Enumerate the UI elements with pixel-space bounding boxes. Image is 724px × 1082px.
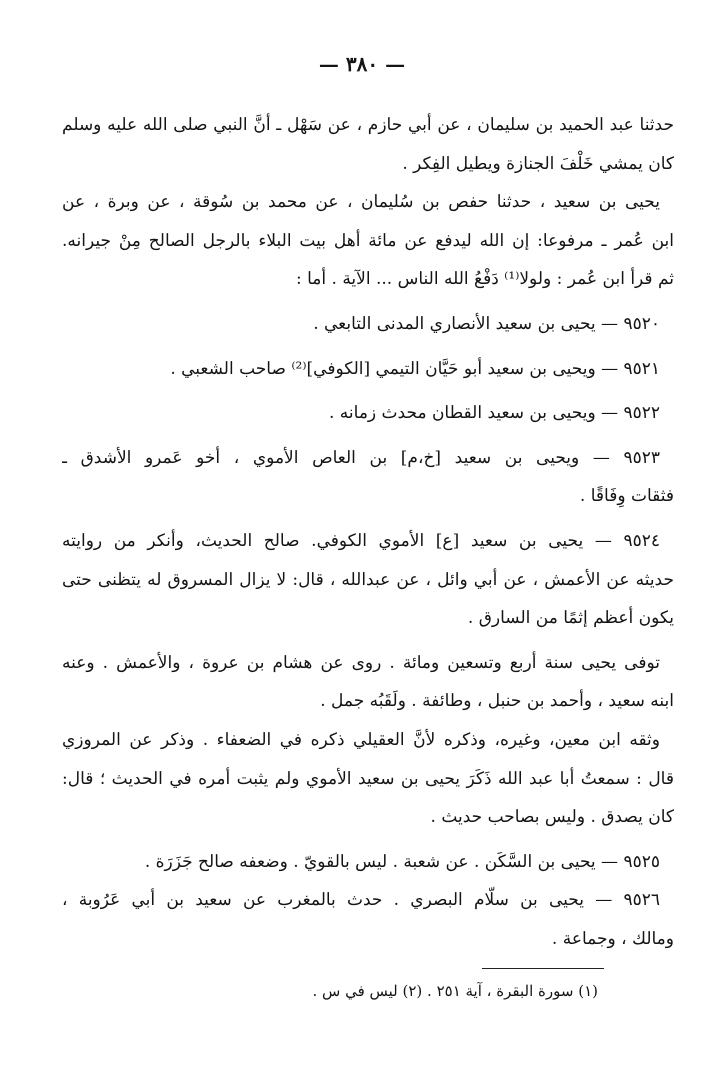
- text-line: حديثه عن الأعمش ، عن أبي وائل ، عن عبدالله ، قال: لا يزال المسروق له يتظنى حتى: [62, 569, 674, 590]
- entry-line: ٩٥٢٢ — ويحيى بن سعيد القطان محدث زمانه .: [328, 403, 660, 424]
- text-line: وثقه ابن معين، وغيره، وذكره لأنَّ العقيلي ذكره في الضعفاء . وذكر عن المروزي: [62, 729, 660, 750]
- body-text: [62, 106, 674, 958]
- text-line: قال : سمعتُ أبا عبد الله ذَكَرَ يحيى بن سعيد الأموي ولم يثبت أمره في الحديث ؛ قال:: [62, 768, 674, 789]
- entry-line: ٩٥٢١ — ويحيى بن سعيد أبو حَيَّان التيمي [الكوفي]⁽²⁾ صاحب الشعبي .: [170, 358, 660, 379]
- text-line: كان يصدق . وليس بصاحب حديث .: [430, 807, 674, 828]
- entry-line: ٩٥٢٥ — يحيى بن السَّكَن . عن شعبة . ليس بالقويّ . وضعفه صالح جَزَرَة .: [144, 851, 660, 872]
- text-line: كان يمشي خَلْفَ الجنازة ويطيل الفِكر .: [402, 153, 674, 174]
- text-line: ابنه سعيد ، وأحمد بن حنبل ، وطائفة . ولَقَبُه جمل .: [320, 691, 674, 712]
- text-line: ثم قرأ ابن عُمر : ولولا⁽¹⁾ دَفْعُ الله الناس ... الآية . أما :: [295, 269, 674, 290]
- footnote: (١) سورة البقرة ، آية ٢٥١ . (٢) ليس في س .: [312, 982, 598, 1000]
- entry-line: ٩٥٢٣ — ويحيى بن سعيد [خ،م] بن العاص الأموي ، أخو عَمرو الأشدق ـ: [62, 447, 660, 468]
- text-line: فثقات وِفَاقًا .: [579, 486, 674, 507]
- footnote-divider: [482, 968, 604, 969]
- entry-line: ٩٥٢٤ — يحيى بن سعيد [ع] الأموي الكوفي. صالح الحديث، وأنكر من روايته: [62, 530, 660, 551]
- text-line: يكون أعظم إثمًا من السارق .: [467, 608, 674, 629]
- text-line: حدثنا عبد الحميد بن سليمان ، عن أبي حازم ، عن سَهْل ـ أنَّ النبي صلى الله عليه وسلم: [62, 115, 674, 135]
- page-number: — ٣٨٠ —: [318, 52, 406, 76]
- text-line: توفى يحيى سنة أربع وتسعين ومائة . روى عن هشام بن عروة ، والأعمش . وعنه: [62, 652, 660, 673]
- text-line: ومالك ، وجماعة .: [551, 928, 674, 949]
- text-line: يحيى بن سعيد ، حدثنا حفص بن سُليمان ، عن محمد بن سُوقة ، عن وبرة ، عن: [62, 192, 660, 213]
- entry-line: ٩٥٢٦ — يحيى بن سلّام البصري . حدث بالمغرب عن سعيد بن أبي عَرُوبة ،: [62, 890, 660, 911]
- text-line: ابن عُمر ـ مرفوعا: إن الله ليدفع عن مائة أهل بيت البلاء بالرجل الصالح مِنْ جيرانه.: [62, 230, 674, 251]
- entry-line: ٩٥٢٠ — يحيى بن سعيد الأنصاري المدنى التابعي .: [313, 313, 660, 334]
